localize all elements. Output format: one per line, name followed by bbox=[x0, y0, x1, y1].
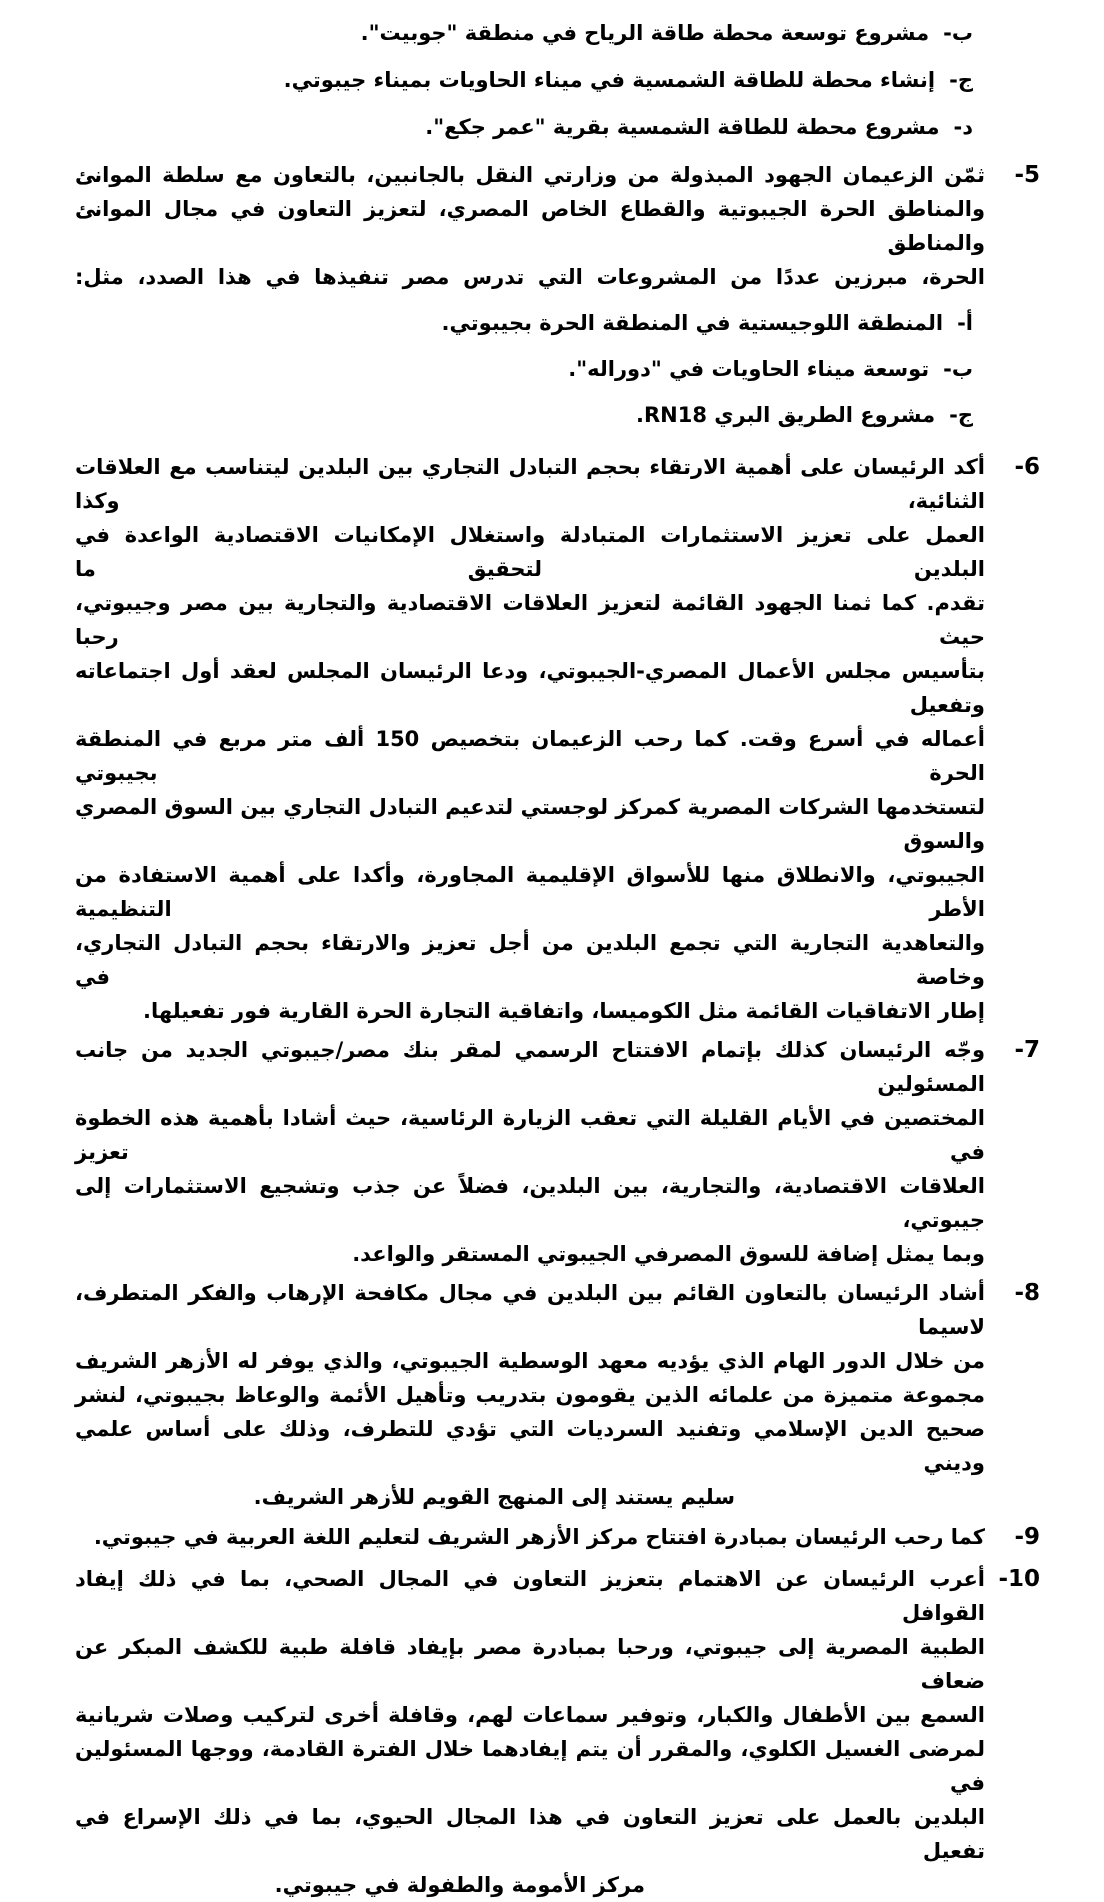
paragraph-line: العلاقات الاقتصادية، والتجارية، بين البلدين، فضلاً عن جذب وتشجيع الاستثمارات إلى جيبوتي، bbox=[75, 1174, 985, 1232]
paragraph-line: بتأسيس مجلس الأعمال المصري-الجيبوتي، ودعا الرئيسان المجلس لعقد أول اجتماعاته وتفعيل bbox=[75, 659, 985, 717]
subitem-text: مشروع توسعة محطة طاقة الرياح في منطقة "جوبيت". bbox=[360, 21, 930, 45]
paragraph-line: أشاد الرئيسان بالتعاون القائم بين البلدين في مجال مكافحة الإرهاب والفكر المتطرف، لاسيما bbox=[75, 1281, 985, 1339]
paragraph-line: مجموعة متميزة من علمائه الذين يقومون بتدريب وتأهيل الأئمة والوعاظ بجيبوتي، لنشر bbox=[75, 1383, 985, 1407]
paragraph-line: من خلال الدور الهام الذي يؤديه معهد الوسطية الجيبوتي، والذي يوفر له الأزهر الشريف bbox=[75, 1349, 985, 1373]
list-item-b bbox=[75, 352, 973, 386]
list-item-a bbox=[75, 306, 973, 340]
item-number: 6- bbox=[1014, 454, 1040, 480]
item-body bbox=[75, 1520, 985, 1554]
numbered-item-10 bbox=[75, 1562, 1040, 1902]
paragraph-line: ثمّن الزعيمان الجهود المبذولة من وزارتي النقل بالجانبين، بالتعاون مع سلطة الموانئ bbox=[75, 163, 985, 187]
item-body bbox=[75, 158, 985, 432]
item-number: 5- bbox=[1014, 162, 1040, 188]
list-item-b bbox=[75, 16, 973, 50]
subitem-marker: د- bbox=[953, 115, 973, 139]
numbered-item-7 bbox=[75, 1033, 1040, 1271]
list-item-j bbox=[75, 398, 973, 432]
paragraph-line: أعماله في أسرع وقت. كما رحب الزعيمان بتخصيص 150 ألف متر مربع في المنطقة الحرة بجيبوتي bbox=[75, 727, 985, 785]
paragraph-line: الجيبوتي، والانطلاق منها للأسواق الإقليمية المجاورة، وأكدا على أهمية الاستفادة من الأطر التنظيمية bbox=[75, 863, 985, 921]
subitem-text: إنشاء محطة للطاقة الشمسية في ميناء الحاويات بميناء جيبوتي. bbox=[283, 68, 936, 92]
paragraph-line: صحيح الدين الإسلامي وتفنيد السرديات التي تؤدي للتطرف، وذلك على أساس علمي وديني bbox=[75, 1417, 985, 1475]
paragraph-line: أعرب الرئيسان عن الاهتمام بتعزيز التعاون في المجال الصحي، بما في ذلك إيفاد القوافل bbox=[75, 1567, 985, 1625]
subitem-text: توسعة ميناء الحاويات في "دوراله". bbox=[568, 357, 930, 381]
paragraph-line: إطار الاتفاقيات القائمة مثل الكوميسا، واتفاقية التجارة الحرة القارية فور تفعيلها. bbox=[142, 999, 985, 1023]
item-number: 10- bbox=[998, 1566, 1040, 1592]
paragraph-line: البلدين بالعمل على تعزيز التعاون في هذا المجال الحيوي، بما في ذلك الإسراع في تفعيل bbox=[75, 1805, 985, 1863]
subitem-marker: أ- bbox=[957, 311, 973, 335]
subitem-text: مشروع الطريق البري RN18. bbox=[636, 403, 936, 427]
list-item-j bbox=[75, 63, 973, 97]
list-item-d bbox=[75, 110, 973, 144]
subitem-marker: ب- bbox=[943, 357, 973, 381]
paragraph-line: والمناطق الحرة الجيبوتية والقطاع الخاص المصري، لتعزيز التعاون في مجال الموانئ والمناطق bbox=[75, 197, 985, 255]
paragraph-line: العمل على تعزيز الاستثمارات المتبادلة واستغلال الإمكانيات الاقتصادية الواعدة في البلدين لتحقيق ما bbox=[75, 523, 985, 581]
numbered-item-9 bbox=[75, 1520, 1040, 1554]
paragraph-line: تقدم. كما ثمنا الجهود القائمة لتعزيز العلاقات الاقتصادية والتجارية بين مصر وجيبوتي، حيث رحبا bbox=[75, 591, 985, 649]
paragraph-line: السمع بين الأطفال والكبار، وتوفير سماعات لهم، وقافلة أخرى لتركيب وصلات شريانية bbox=[75, 1703, 985, 1727]
subitem-marker: ج- bbox=[949, 403, 973, 427]
paragraph-line: لتستخدمها الشركات المصرية كمركز لوجستي لتدعيم التبادل التجاري بين السوق المصري والسوق bbox=[75, 795, 985, 853]
item-body bbox=[75, 1562, 985, 1902]
paragraph-line: والتعاهدية التجارية التي تجمع البلدين من أجل تعزيز والارتقاء بحجم التبادل التجاري، وخاصة في bbox=[75, 931, 985, 989]
numbered-item-5 bbox=[75, 158, 1040, 432]
paragraph-line: لمرضى الغسيل الكلوي، والمقرر أن يتم إيفادهما خلال الفترة القادمة، ووجها المسئولين في bbox=[75, 1737, 985, 1795]
subitem-text: مشروع محطة للطاقة الشمسية بقرية "عمر جكع". bbox=[425, 115, 940, 139]
paragraph-line: سليم يستند إلى المنهج القويم للأزهر الشريف. bbox=[253, 1485, 735, 1509]
item-number: 9- bbox=[1014, 1524, 1040, 1550]
paragraph-line: وجّه الرئيسان كذلك بإتمام الافتتاح الرسمي لمقر بنك مصر/جيبوتي الجديد من جانب المسئولين bbox=[75, 1038, 985, 1096]
subitem-marker: ب- bbox=[943, 21, 973, 45]
paragraph-line: أكد الرئيسان على أهمية الارتقاء بحجم التبادل التجاري بين البلدين ليتناسب مع العلاقات الثنائية، وكذا bbox=[75, 455, 985, 513]
item-number: 7- bbox=[1014, 1037, 1040, 1063]
numbered-item-8 bbox=[75, 1276, 1040, 1514]
paragraph-line: الحرة، مبرزين عددًا من المشروعات التي تدرس مصر تنفيذها في هذا الصدد، مثل: bbox=[75, 265, 985, 289]
paragraph-line: مركز الأمومة والطفولة في جيبوتي. bbox=[274, 1873, 645, 1897]
intro-subitem-list bbox=[75, 16, 985, 144]
paragraph-line: الطبية المصرية إلى جيبوتي، ورحبا بمبادرة مصر بإيفاد قافلة طبية للكشف المبكر عن ضعاف bbox=[75, 1635, 985, 1693]
item-number: 8- bbox=[1014, 1280, 1040, 1306]
item-body bbox=[75, 1033, 985, 1271]
paragraph-line: المختصين في الأيام القليلة التي تعقب الزيارة الرئاسية، حيث أشادا بأهمية هذه الخطوة في تعزيز bbox=[75, 1106, 985, 1164]
paragraph-line: وبما يمثل إضافة للسوق المصرفي الجيبوتي المستقر والواعد. bbox=[352, 1242, 985, 1266]
item-body bbox=[75, 450, 985, 1028]
subitem-marker: ج- bbox=[949, 68, 973, 92]
paragraph-line: كما رحب الرئيسان بمبادرة افتتاح مركز الأزهر الشريف لتعليم اللغة العربية في جيبوتي. bbox=[93, 1525, 985, 1549]
item-body bbox=[75, 1276, 985, 1514]
subitem-text: المنطقة اللوجيستية في المنطقة الحرة بجيبوتي. bbox=[441, 311, 944, 335]
numbered-item-6 bbox=[75, 450, 1040, 1028]
